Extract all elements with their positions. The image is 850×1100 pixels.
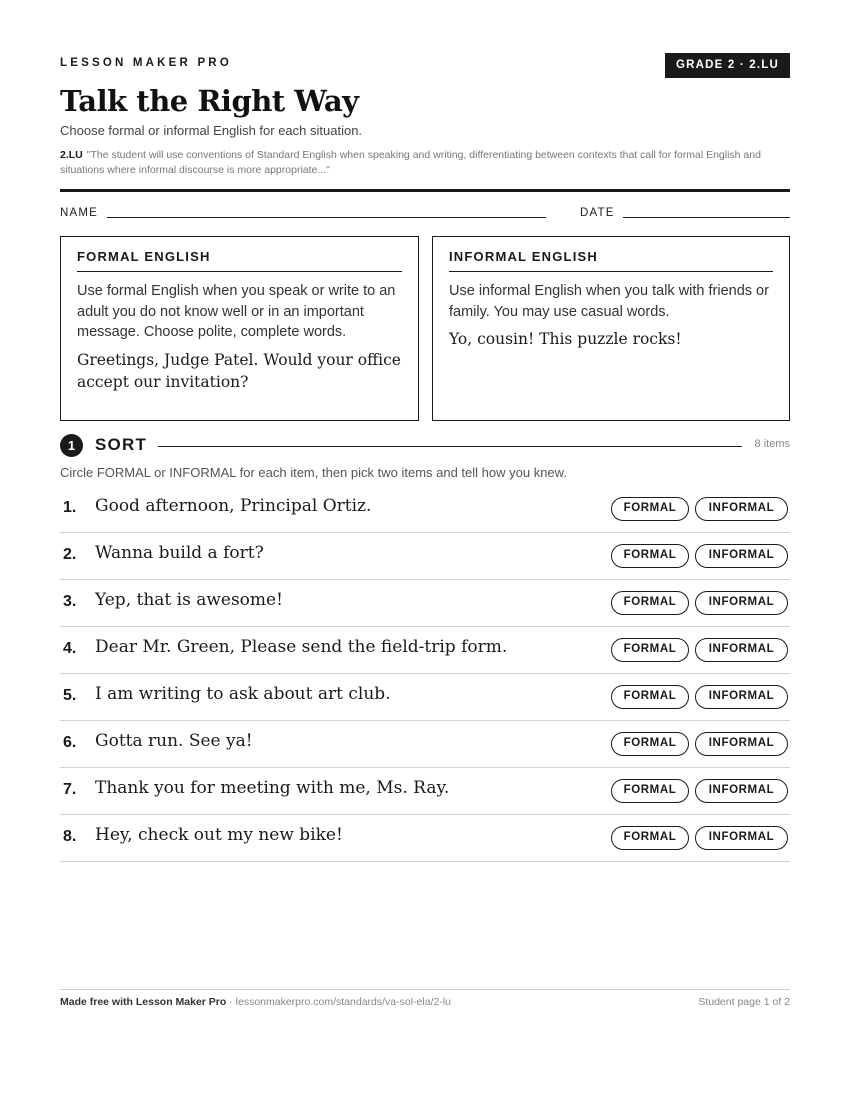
date-label: DATE: [580, 207, 615, 219]
informal-choice-button[interactable]: INFORMAL: [695, 544, 788, 568]
item-text: Good afternoon, Principal Ortiz.: [95, 496, 372, 516]
standard-text: "The student will use conventions of Standard English when speaking and writing, differentiating between contexts that call for formal English and situations where informal discourse is more appropriate...": [60, 149, 761, 176]
date-field[interactable]: [623, 217, 790, 218]
item-number: 7.: [63, 781, 77, 798]
formal-english-card: [60, 236, 419, 421]
informal-choice-button[interactable]: INFORMAL: [695, 779, 788, 803]
informal-choice-button[interactable]: INFORMAL: [695, 685, 788, 709]
header-divider: [60, 189, 790, 192]
formal-choice-button[interactable]: FORMAL: [611, 732, 689, 756]
item-number: 1.: [63, 499, 77, 516]
section-instructions: Circle FORMAL or INFORMAL for each item, then pick two items and tell how you knew.: [60, 465, 567, 480]
list-item: [60, 627, 790, 674]
formal-card-example: Greetings, Judge Patel. Would your office accept our invitation?: [77, 350, 401, 391]
section-title: SORT: [95, 435, 148, 454]
formal-card-description: Use formal English when you speak or write to an adult you do not know well or in an important message. Choose polite, complete words.: [77, 283, 396, 340]
item-number: 3.: [63, 593, 77, 610]
made-with-text: Made free with Lesson Maker Pro: [60, 996, 227, 1008]
list-item: [60, 580, 790, 627]
item-text: Hey, check out my new bike!: [95, 825, 343, 845]
informal-choice-button[interactable]: INFORMAL: [695, 638, 788, 662]
item-text: Gotta run. See ya!: [95, 731, 253, 751]
formal-choice-button[interactable]: FORMAL: [611, 779, 689, 803]
page-subtitle: Choose formal or informal English for each situation.: [60, 123, 363, 138]
name-field[interactable]: [107, 217, 546, 218]
formal-choice-button[interactable]: FORMAL: [611, 638, 689, 662]
section-number-badge: 1: [60, 434, 83, 457]
footer-divider: [60, 989, 790, 990]
brand-name: LESSON MAKER PRO: [60, 57, 232, 69]
item-number: 5.: [63, 687, 77, 704]
item-text: Thank you for meeting with me, Ms. Ray.: [95, 778, 450, 798]
informal-choice-button[interactable]: INFORMAL: [695, 591, 788, 615]
formal-choice-button[interactable]: FORMAL: [611, 591, 689, 615]
footer-credit: [60, 996, 451, 1008]
item-list: [60, 486, 790, 862]
item-number: 6.: [63, 734, 77, 751]
list-item: [60, 721, 790, 768]
standard-note: [60, 148, 790, 178]
list-item: [60, 533, 790, 580]
footer-url-link[interactable]: lessonmakerpro.com/standards/va-sol-ela/2-lu: [235, 996, 451, 1008]
list-item: [60, 768, 790, 815]
item-text: Yep, that is awesome!: [95, 590, 283, 610]
item-text: I am writing to ask about art club.: [95, 684, 391, 704]
formal-card-heading: FORMAL ENGLISH: [77, 249, 402, 272]
list-item: [60, 486, 790, 533]
list-item: [60, 815, 790, 862]
item-count: 8 items: [754, 438, 790, 450]
section-divider: [158, 446, 742, 447]
item-text: Dear Mr. Green, Please send the field-trip form.: [95, 637, 508, 657]
item-number: 4.: [63, 640, 77, 657]
informal-english-card: [432, 236, 790, 421]
item-number: 2.: [63, 546, 77, 563]
informal-choice-button[interactable]: INFORMAL: [695, 732, 788, 756]
grade-badge: GRADE 2 · 2.LU: [665, 53, 790, 78]
informal-choice-button[interactable]: INFORMAL: [695, 826, 788, 850]
formal-choice-button[interactable]: FORMAL: [611, 544, 689, 568]
list-item: [60, 674, 790, 721]
informal-card-example: Yo, cousin! This puzzle rocks!: [449, 330, 682, 348]
standard-code: 2.LU: [60, 149, 83, 161]
informal-choice-button[interactable]: INFORMAL: [695, 497, 788, 521]
name-label: NAME: [60, 207, 99, 219]
footer-separator: ·: [226, 996, 236, 1008]
item-number: 8.: [63, 828, 77, 845]
item-text: Wanna build a fort?: [95, 543, 264, 563]
page-indicator: Student page 1 of 2: [698, 996, 790, 1008]
informal-card-description: Use informal English when you talk with friends or family. You may use casual words.: [449, 283, 769, 320]
formal-choice-button[interactable]: FORMAL: [611, 497, 689, 521]
informal-card-heading: INFORMAL ENGLISH: [449, 249, 773, 272]
formal-choice-button[interactable]: FORMAL: [611, 685, 689, 709]
formal-choice-button[interactable]: FORMAL: [611, 826, 689, 850]
page-title: Talk the Right Way: [60, 84, 359, 118]
